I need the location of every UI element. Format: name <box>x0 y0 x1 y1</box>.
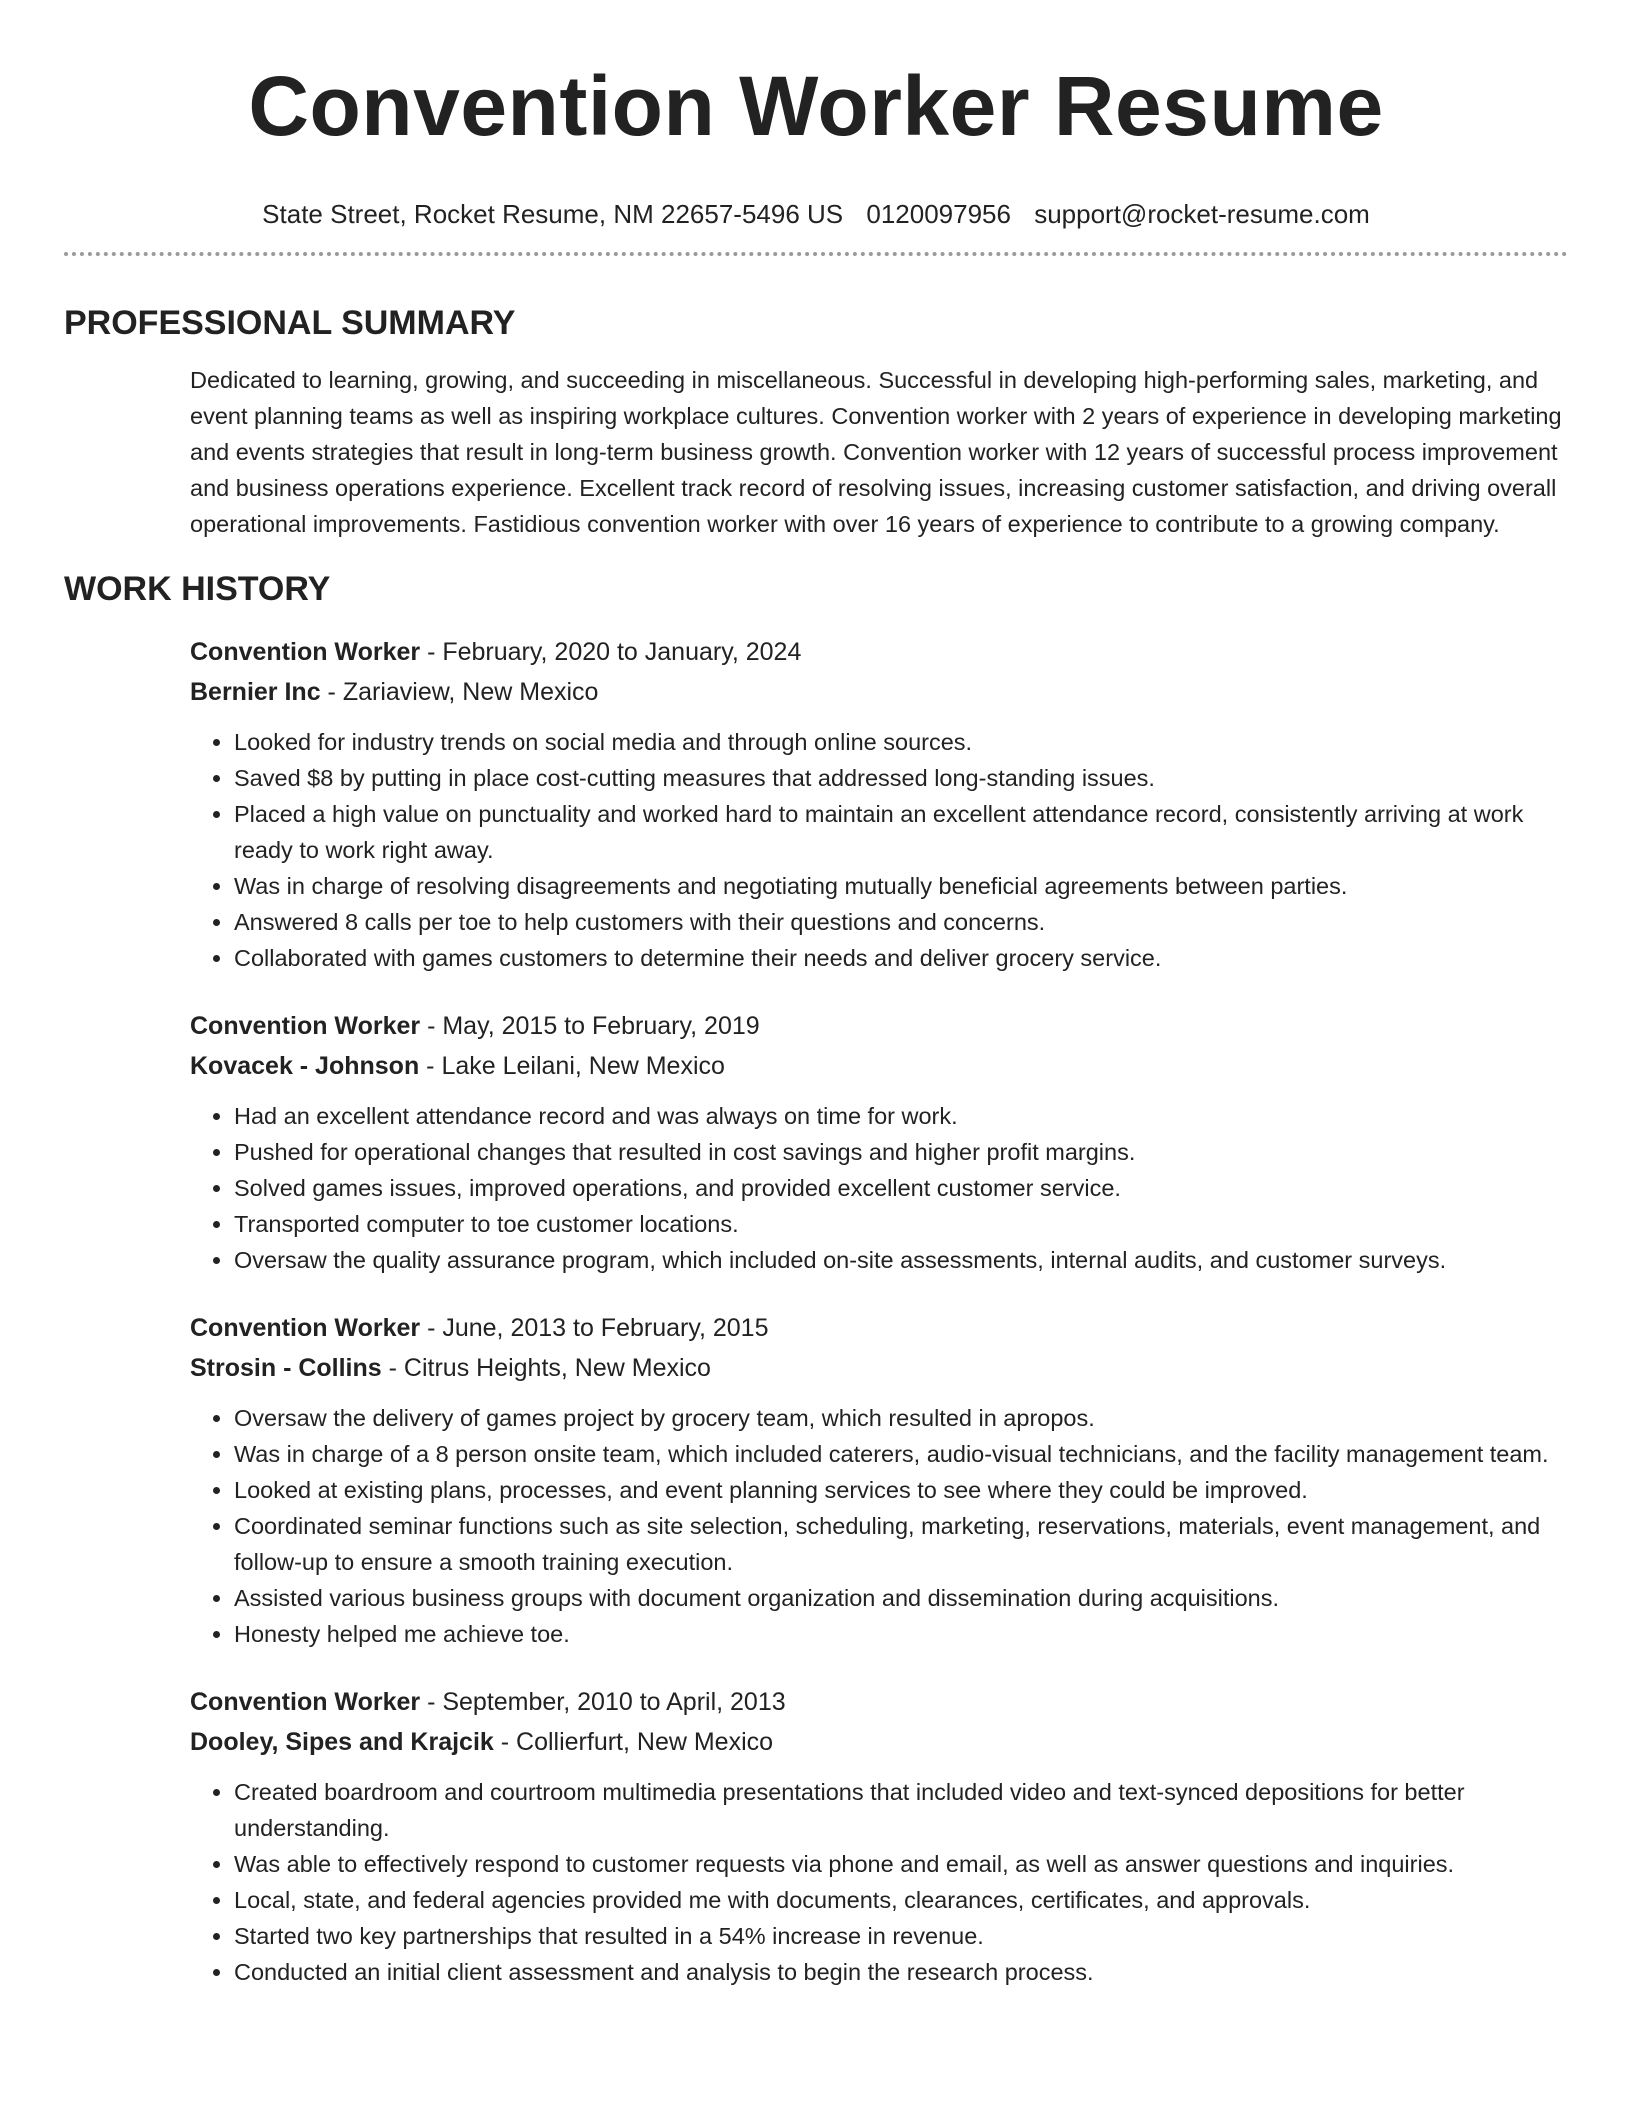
job-bullet: • Oversaw the delivery of games project by grocery team, which resulted in apropos. <box>234 1400 1568 1436</box>
job-bullet: • Had an excellent attendance record and was always on time for work. <box>234 1098 1568 1134</box>
job-title: Convention Worker <box>190 638 421 666</box>
job-bullet: • Answered 8 calls per toe to help customers with their questions and concerns. <box>234 904 1568 940</box>
job-dates: - February, 2020 to January, 2024 <box>420 638 802 666</box>
job-company: Kovacek - Johnson <box>190 1052 420 1080</box>
job-title-line <box>190 1006 1568 1046</box>
contact-address: State Street, Rocket Resume, NM 22657-5496 US <box>262 199 844 229</box>
job-location: - Lake Leilani, New Mexico <box>419 1052 725 1080</box>
job-title-line <box>190 632 1568 672</box>
job-bullet: • Conducted an initial client assessment and analysis to begin the research process. <box>234 1954 1568 1990</box>
job-bullets <box>190 1098 1568 1278</box>
job-title-line <box>190 1308 1568 1348</box>
job-company: Strosin - Collins <box>190 1354 382 1382</box>
job-bullet: • Honesty helped me achieve toe. <box>234 1616 1568 1652</box>
contact-phone: 0120097956 <box>866 199 1011 229</box>
job-title-line <box>190 1682 1568 1722</box>
contact-email: support@rocket-resume.com <box>1034 199 1370 229</box>
job-bullet: • Looked at existing plans, processes, and event planning services to see where they could be improved. <box>234 1472 1568 1508</box>
job-bullet: • Placed a high value on punctuality and worked hard to maintain an excellent attendance record, consistently arriving at work ready to work right away. <box>234 796 1568 868</box>
job-location: - Zariaview, New Mexico <box>320 678 599 706</box>
job-entry <box>190 632 1568 976</box>
job-location: - Citrus Heights, New Mexico <box>381 1354 711 1382</box>
job-entry <box>190 1682 1568 1990</box>
job-bullet: • Started two key partnerships that resulted in a 54% increase in revenue. <box>234 1918 1568 1954</box>
job-bullet: • Was in charge of resolving disagreements and negotiating mutually beneficial agreements between parties. <box>234 868 1568 904</box>
job-bullet: • Assisted various business groups with document organization and dissemination during acquisitions. <box>234 1580 1568 1616</box>
job-company-line <box>190 1722 1568 1762</box>
job-entry <box>190 1006 1568 1278</box>
summary-heading: PROFESSIONAL SUMMARY <box>64 304 516 342</box>
header-divider <box>64 252 1568 256</box>
job-bullet: • Pushed for operational changes that resulted in cost savings and higher profit margins. <box>234 1134 1568 1170</box>
job-title: Convention Worker <box>190 1688 421 1716</box>
job-bullet: • Local, state, and federal agencies provided me with documents, clearances, certificates, and approvals. <box>234 1882 1568 1918</box>
job-bullet: • Was able to effectively respond to customer requests via phone and email, as well as answer questions and inquiries. <box>234 1846 1568 1882</box>
job-bullet: • Coordinated seminar functions such as site selection, scheduling, marketing, reservations, materials, event management, and follow-up to ensure a smooth training execution. <box>234 1508 1568 1580</box>
contact-line <box>64 198 1568 230</box>
job-bullet: • Transported computer to toe customer locations. <box>234 1206 1568 1242</box>
job-bullet: • Created boardroom and courtroom multimedia presentations that included video and text-synced depositions for better understanding. <box>234 1774 1568 1846</box>
summary-text: Dedicated to learning, growing, and succeeding in miscellaneous. Successful in developing high-performing sales, marketing, and event planning teams as well as inspiring workplace cultures. Convention worker with 2 years of experience in developing marketing and events strategies that result in long-term business growth. Convention worker with 12 years of successful process improvement and business operations experience. Excellent track record of resolving issues, increasing customer satisfaction, and driving overall operational improvements. Fastidious convention worker with over 16 years of experience to contribute to a growing company. <box>190 367 1562 537</box>
job-entry <box>190 1308 1568 1652</box>
job-location: - Collierfurt, New Mexico <box>493 1728 774 1756</box>
job-company: Bernier Inc <box>190 678 321 706</box>
job-title: Convention Worker <box>190 1012 421 1040</box>
job-company-line <box>190 1348 1568 1388</box>
job-bullets <box>190 724 1568 976</box>
job-bullet: • Saved $8 by putting in place cost-cutting measures that addressed long-standing issues. <box>234 760 1568 796</box>
job-dates: - May, 2015 to February, 2019 <box>420 1012 760 1040</box>
job-title: Convention Worker <box>190 1314 421 1342</box>
job-dates: - June, 2013 to February, 2015 <box>420 1314 769 1342</box>
job-company-line <box>190 1046 1568 1086</box>
job-company: Dooley, Sipes and Krajcik <box>190 1728 494 1756</box>
job-dates: - September, 2010 to April, 2013 <box>420 1688 786 1716</box>
job-bullets <box>190 1400 1568 1652</box>
job-company-line <box>190 672 1568 712</box>
job-bullet: • Was in charge of a 8 person onsite team, which included caterers, audio-visual technicians, and the facility management team. <box>234 1436 1568 1472</box>
job-bullet: • Solved games issues, improved operations, and provided excellent customer service. <box>234 1170 1568 1206</box>
job-bullet: • Oversaw the quality assurance program, which included on-site assessments, internal audits, and customer surveys. <box>234 1242 1568 1278</box>
job-bullets <box>190 1774 1568 1990</box>
job-bullet: • Looked for industry trends on social media and through online sources. <box>234 724 1568 760</box>
resume-title: Convention Worker Resume <box>248 59 1384 153</box>
work-history-heading: WORK HISTORY <box>64 570 331 608</box>
job-bullet: • Collaborated with games customers to determine their needs and deliver grocery service. <box>234 940 1568 976</box>
